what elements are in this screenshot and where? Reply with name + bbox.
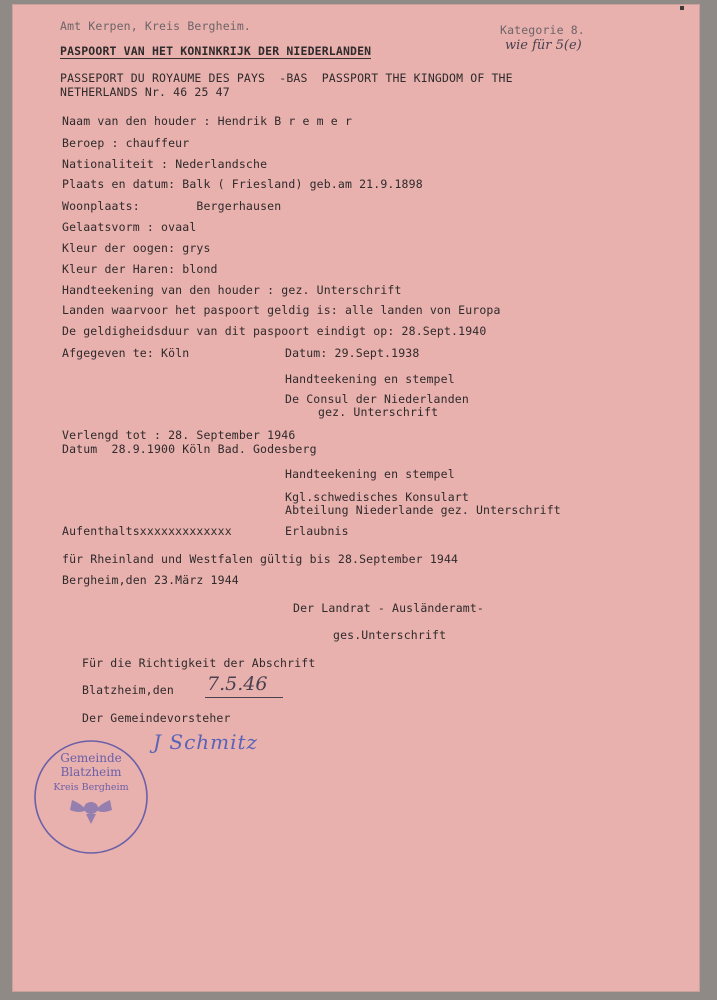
consul-signature: gez. Unterschrift bbox=[318, 405, 439, 419]
field-nationality: Nationaliteit : Nederlandsche bbox=[62, 157, 268, 171]
swedish-sign-label: Handteekening en stempel bbox=[285, 467, 455, 481]
residence-authority-signature: ges.Unterschrift bbox=[333, 628, 447, 642]
consul-title: De Consul der Niederlanden bbox=[285, 392, 469, 406]
certification-official: Der Gemeindevorsteher bbox=[82, 711, 231, 725]
certification-place: Blatzheim,den bbox=[82, 683, 174, 697]
certification-date-handwritten: 7.5.46 bbox=[205, 673, 283, 698]
title-passport-number: NETHERLANDS Nr. 46 25 47 bbox=[60, 85, 230, 99]
field-birth: Plaats en datum: Balk ( Friesland) geb.am 21.9.1898 bbox=[62, 177, 423, 191]
certification-line: Für die Richtigkeit der Abschrift bbox=[82, 656, 316, 670]
field-hair-color: Kleur der Haren: blond bbox=[62, 262, 218, 276]
residence-validity: für Rheinland und Westfalen gültig bis 28.September 1944 bbox=[62, 552, 459, 566]
mayor-signature: J Schmitz bbox=[153, 730, 259, 754]
svg-text:Kreis Bergheim: Kreis Bergheim bbox=[53, 782, 129, 793]
residence-permit-label-end: Erlaubnis bbox=[285, 524, 349, 538]
field-residence: Woonplaats: Bergerhausen bbox=[62, 199, 282, 213]
field-face-shape: Gelaatsvorm : ovaal bbox=[62, 220, 197, 234]
municipal-stamp bbox=[32, 738, 150, 856]
field-valid-countries: Landen waarvoor het paspoort geldig is: alle landen von Europa bbox=[62, 303, 501, 317]
field-validity-end: De geldigheidsduur van dit paspoort eindigt op: 28.Sept.1940 bbox=[62, 324, 487, 338]
category-handwritten: wie für 5(e) bbox=[505, 38, 582, 53]
swedish-department: Abteilung Niederlande gez. Unterschrift bbox=[285, 503, 561, 517]
title-french-english: PASSEPORT DU ROYAUME DES PAYS -BAS PASSPORT THE KINGDOM OF THE bbox=[60, 71, 513, 85]
extension-date: Datum 28.9.1900 Köln Bad. Godesberg bbox=[62, 442, 317, 456]
svg-text:Gemeinde: Gemeinde bbox=[60, 751, 122, 765]
residence-authority: Der Landrat - Ausländeramt- bbox=[293, 601, 484, 615]
residence-permit-label: Aufenthaltsxxxxxxxxxxxxx bbox=[62, 524, 232, 538]
extension-until: Verlengd tot : 28. September 1946 bbox=[62, 428, 296, 442]
issued-place: Afgegeven te: Köln bbox=[62, 346, 190, 360]
residence-date: Bergheim,den 23.März 1944 bbox=[62, 573, 239, 587]
consul-sign-label: Handteekening en stempel bbox=[285, 372, 455, 386]
eagle-emblem-icon bbox=[70, 800, 112, 824]
stamp-icon bbox=[32, 738, 150, 856]
title-dutch: PASPOORT VAN HET KONINKRIJK DER NIEDERLANDEN bbox=[60, 44, 372, 58]
office-line: Amt Kerpen, Kreis Bergheim. bbox=[60, 19, 251, 33]
field-holder-signature: Handteekening van den houder : gez. Unterschrift bbox=[62, 283, 402, 297]
svg-text:Blatzheim: Blatzheim bbox=[60, 765, 122, 779]
field-occupation: Beroep : chauffeur bbox=[62, 136, 190, 150]
issued-date: Datum: 29.Sept.1938 bbox=[285, 346, 420, 360]
punch-hole bbox=[680, 6, 684, 10]
field-holder-name: Naam van den houder : Hendrik B r e m e r bbox=[62, 114, 353, 128]
swedish-consulate: Kgl.schwedisches Konsulart bbox=[285, 490, 469, 504]
field-eye-color: Kleur der oogen: grys bbox=[62, 241, 211, 255]
category-label: Kategorie 8. bbox=[500, 23, 585, 37]
